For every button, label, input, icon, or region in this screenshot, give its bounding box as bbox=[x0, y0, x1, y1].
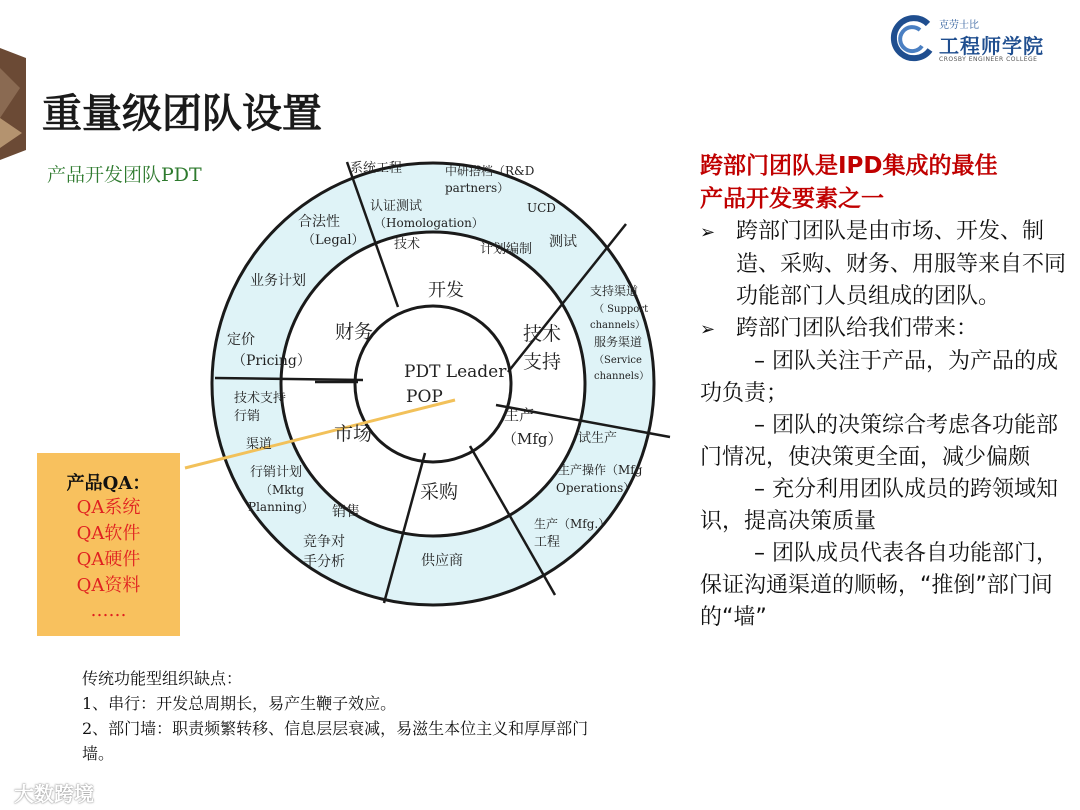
qa-item-software: QA软件 bbox=[76, 523, 141, 544]
qa-box bbox=[37, 453, 180, 636]
inner-procurement: 采购 bbox=[420, 481, 459, 503]
outer-pricing-2: （Pricing） bbox=[232, 353, 311, 369]
outer-rd-2: partners） bbox=[445, 181, 510, 195]
center-label-1: PDT Leader bbox=[404, 362, 507, 382]
qa-title: 产品QA： bbox=[66, 473, 151, 494]
outer-ucd: UCD bbox=[527, 201, 556, 215]
outer-production-mfg-2: 工程 bbox=[534, 535, 561, 550]
bottom-notes-line1: 1、串行：开发总周期长，易产生鞭子效应。 bbox=[82, 694, 397, 713]
outer-legal-2: （Legal） bbox=[302, 233, 365, 248]
outer-system-engineering: 系统工程 bbox=[350, 161, 403, 176]
qa-ellipsis: …… bbox=[90, 600, 127, 621]
right-heading-line1: 跨部门团队是IPD集成的最佳 bbox=[700, 153, 998, 179]
outer-legal-1: 合法性 bbox=[298, 214, 340, 230]
qa-item-hardware: QA硬件 bbox=[76, 549, 141, 570]
center-label-2: POP bbox=[406, 387, 443, 407]
outer-tech-support-sales-2: 行销 bbox=[234, 409, 261, 424]
outer-business-plan: 业务计划 bbox=[250, 273, 306, 289]
bullet-2-text: 跨部门团队给我们带来： bbox=[736, 316, 979, 341]
outer-sales: 销售 bbox=[332, 504, 360, 520]
inner-finance: 财务 bbox=[335, 321, 374, 343]
outer-cert-1: 认证测试 bbox=[370, 199, 423, 214]
outer-competitor-1: 竞争对 bbox=[303, 534, 345, 550]
inner-tech-support-1: 技术 bbox=[523, 323, 562, 345]
outer-mktg-1: 行销计划 bbox=[250, 465, 303, 480]
outer-channel: 渠道 bbox=[246, 437, 273, 452]
outer-pricing-1: 定价 bbox=[227, 332, 255, 348]
bullet-1 bbox=[700, 216, 1072, 313]
outer-supplier: 供应商 bbox=[421, 553, 463, 569]
outer-service-1: 服务渠道 bbox=[594, 335, 643, 349]
outer-rd-1: 中研搭档（R&D bbox=[445, 164, 535, 178]
corner-decoration bbox=[0, 48, 26, 160]
outer-tech: 技术 bbox=[394, 237, 421, 252]
subpoint-3: – 充分利用团队成员的跨领域知识，提高决策质量 bbox=[700, 477, 1058, 534]
subpoint-2: – 团队的决策综合考虑各功能部门情况，使决策更全面，减少偏颇 bbox=[700, 413, 1058, 470]
inner-production-1: 生产 bbox=[504, 406, 535, 424]
inner-production-2: （Mfg） bbox=[502, 430, 563, 448]
outer-trial-production: 试生产 bbox=[578, 431, 618, 446]
arrow-bullet-icon: ➢ bbox=[700, 319, 716, 340]
inner-market: 市场 bbox=[334, 423, 373, 445]
qa-item-system: QA系统 bbox=[76, 497, 141, 518]
center-circle bbox=[355, 306, 511, 462]
outer-plan: 计划编制 bbox=[480, 242, 533, 257]
right-column bbox=[700, 150, 1072, 634]
outer-tech-support-sales-1: 技术支持 bbox=[234, 391, 287, 406]
bottom-notes bbox=[82, 666, 602, 766]
outer-support-1: 支持渠道 bbox=[590, 284, 639, 298]
watermark: 大数跨境 bbox=[14, 782, 94, 806]
arrow-bullet-icon: ➢ bbox=[700, 222, 716, 243]
qa-item-docs: QA资料 bbox=[76, 575, 141, 596]
outer-support-3: channels） bbox=[590, 320, 646, 331]
outer-cert-2: （Homologation） bbox=[374, 216, 484, 230]
outer-production-ops-1: 生产操作（Mfg bbox=[558, 463, 643, 477]
right-heading-line2: 产品开发要素之一 bbox=[700, 186, 884, 212]
logo-swirl-icon bbox=[890, 12, 938, 68]
page-title: 重量级团队设置 bbox=[42, 91, 322, 137]
subpoint-1: – 团队关注于产品，为产品的成功负责； bbox=[700, 349, 1058, 406]
outer-production-ops-2: Operations） bbox=[556, 481, 636, 495]
outer-service-2: （Service bbox=[594, 355, 642, 366]
logo-main-text: 工程师学院 bbox=[939, 34, 1044, 58]
bullet-1-text: 跨部门团队是由市场、开发、制造、采购、财务、用服等来自不同功能部门人员组成的团队。 bbox=[736, 219, 1067, 309]
bullet-2 bbox=[700, 313, 1072, 346]
outer-test: 测试 bbox=[549, 234, 577, 250]
bottom-notes-title: 传统功能型组织缺点： bbox=[82, 669, 243, 688]
subpoint-4: – 团队成员代表各自功能部门，保证沟通渠道的顺畅，“推倒”部门间的“墙” bbox=[700, 541, 1058, 630]
outer-mktg-2: （Mktg bbox=[260, 483, 305, 497]
logo-small-text: 克劳士比 bbox=[939, 20, 979, 31]
outer-competitor-2: 手分析 bbox=[303, 554, 345, 570]
outer-service-3: channels） bbox=[594, 371, 650, 382]
pdt-label: 产品开发团队PDT bbox=[47, 164, 202, 186]
college-logo bbox=[890, 12, 1070, 68]
outer-support-2: （ Support bbox=[594, 304, 649, 315]
logo-sub-text: CROSBY ENGINEER COLLEGE bbox=[939, 56, 1038, 63]
outer-mktg-3: Planning） bbox=[248, 500, 314, 514]
bottom-notes-line2: 2、部门墙：职责频繁转移、信息层层衰减，易滋生本位主义和厚厚部门墙。 bbox=[82, 719, 589, 763]
outer-production-mfg-1: 生产（Mfg.） bbox=[534, 517, 611, 531]
inner-tech-support-2: 支持 bbox=[523, 351, 562, 373]
inner-dev: 开发 bbox=[428, 280, 464, 301]
team-diagram bbox=[180, 150, 680, 654]
